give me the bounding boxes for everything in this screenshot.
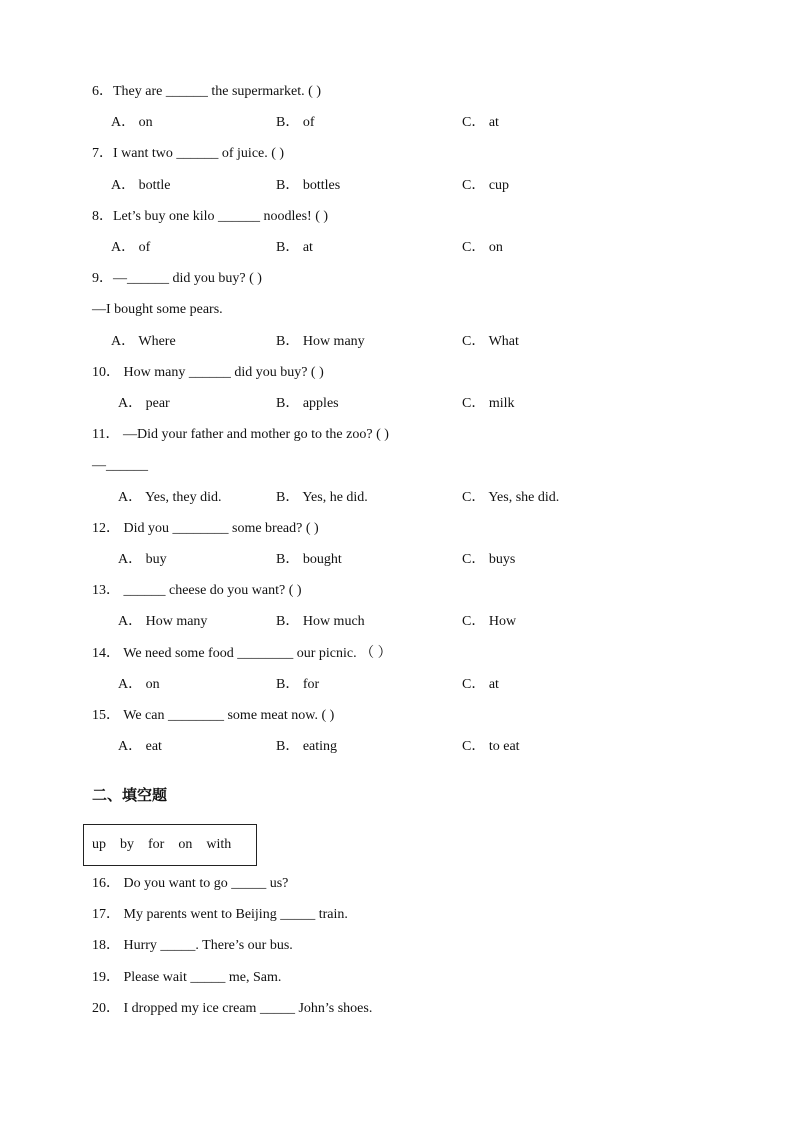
word-bank-box <box>83 824 257 866</box>
option-b: B． of <box>276 115 315 130</box>
question-19: 19． Please wait _____ me, Sam. <box>92 970 282 985</box>
question-9-reply: —I bought some pears. <box>92 302 223 317</box>
question-15-stem: 15． We can ________ some meat now. ( ) <box>92 708 335 723</box>
word-bank-item: with <box>206 837 232 852</box>
question-13-options <box>0 613 794 631</box>
section-title-fill-in: 二、填空题 <box>92 786 168 804</box>
option-b: B． eating <box>276 739 338 754</box>
question-10-options <box>0 395 794 413</box>
question-12-options <box>0 551 794 569</box>
question-9-stem: 9．—______ did you buy? ( ) <box>92 271 262 286</box>
option-a: A． How many <box>118 614 208 629</box>
question-7-options <box>0 177 794 195</box>
question-18: 18． Hurry _____. There’s our bus. <box>92 938 293 953</box>
option-c: C． How <box>462 614 517 629</box>
option-b: B． apples <box>276 396 339 411</box>
option-c: C． What <box>462 334 519 349</box>
option-a: A． pear <box>118 396 170 411</box>
option-b: B． How much <box>276 614 365 629</box>
option-b: B． Yes, he did. <box>276 490 368 505</box>
question-14-options <box>0 676 794 694</box>
option-b: B． at <box>276 240 313 255</box>
option-b: B． How many <box>276 334 365 349</box>
option-c: C． milk <box>462 396 515 411</box>
option-a: A． bottle <box>111 178 171 193</box>
option-c: C． cup <box>462 178 510 193</box>
question-6-options <box>0 114 794 132</box>
option-a: A． Yes, they did. <box>118 490 222 505</box>
question-17: 17． My parents went to Beijing _____ train. <box>92 907 348 922</box>
question-14-stem: 14． We need some food ________ our picnic. （ ） <box>92 646 392 661</box>
option-b: B． bought <box>276 552 342 567</box>
word-bank-item: up <box>92 837 106 852</box>
question-11-options <box>0 489 794 507</box>
option-a: A． Where <box>111 334 176 349</box>
question-8-stem: 8．Let’s buy one kilo ______ noodles! ( ) <box>92 209 329 224</box>
question-13-stem: 13． ______ cheese do you want? ( ) <box>92 583 302 598</box>
word-bank-item: by <box>120 837 134 852</box>
question-12-stem: 12． Did you ________ some bread? ( ) <box>92 521 319 536</box>
option-c: C． Yes, she did. <box>462 490 560 505</box>
option-c: C． at <box>462 115 499 130</box>
question-6-stem: 6．They are ______ the supermarket. ( ) <box>92 84 321 99</box>
option-b: B． bottles <box>276 178 341 193</box>
option-c: C． at <box>462 677 499 692</box>
option-b: B． for <box>276 677 320 692</box>
option-a: A． on <box>111 115 153 130</box>
word-bank-item: for <box>148 837 165 852</box>
question-20: 20． I dropped my ice cream _____ John’s shoes. <box>92 1001 373 1016</box>
option-a: A． buy <box>118 552 167 567</box>
question-9-options <box>0 333 794 351</box>
question-15-options <box>0 738 794 756</box>
question-8-options <box>0 239 794 257</box>
word-bank-item: on <box>178 837 193 852</box>
option-c: C． to eat <box>462 739 520 754</box>
option-c: C． buys <box>462 552 516 567</box>
option-a: A． eat <box>118 739 162 754</box>
option-a: A． of <box>111 240 151 255</box>
question-10-stem: 10． How many ______ did you buy? ( ) <box>92 365 324 380</box>
question-16: 16． Do you want to go _____ us? <box>92 876 289 891</box>
question-11-reply: —______ <box>92 458 148 473</box>
option-a: A． on <box>118 677 160 692</box>
question-7-stem: 7．I want two ______ of juice. ( ) <box>92 146 285 161</box>
question-11-stem: 11． —Did your father and mother go to the zoo? ( ) <box>92 427 389 442</box>
option-c: C． on <box>462 240 503 255</box>
